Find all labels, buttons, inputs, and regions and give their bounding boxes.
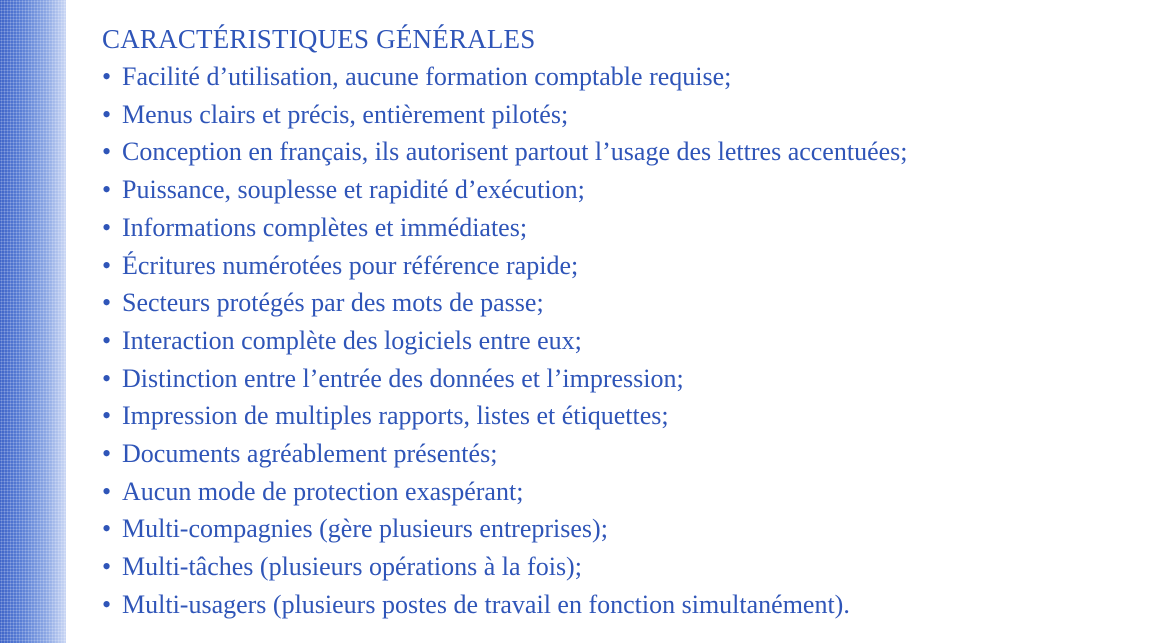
bullet-icon: • [102, 514, 112, 544]
list-item [102, 322, 1152, 360]
list-item [102, 360, 1152, 398]
list-item-text: Multi-usagers (plusieurs postes de travail en fonction simultanément). [122, 589, 850, 619]
bullet-icon: • [102, 325, 112, 355]
section-heading: CARACTÉRISTIQUES GÉNÉRALES [102, 24, 536, 54]
decorative-side-band [0, 0, 66, 643]
bullet-icon: • [102, 62, 112, 91]
list-item-text: Documents agréablement présentés; [122, 439, 498, 469]
list-item [102, 133, 1152, 171]
bullet-icon: • [102, 401, 112, 431]
list-item-text: Distinction entre l’entrée des données et l’impression; [122, 363, 684, 393]
list-item [102, 510, 1152, 548]
features-list [102, 58, 1152, 624]
bullet-icon: • [102, 99, 112, 129]
list-item [102, 96, 1152, 134]
bullet-icon: • [102, 250, 112, 280]
bullet-icon: • [102, 212, 112, 242]
features-section [102, 20, 1152, 624]
list-item-text: Menus clairs et précis, entièrement pilotés; [122, 99, 569, 129]
bullet-icon: • [102, 552, 112, 582]
list-item [102, 586, 1152, 624]
list-item-text: Interaction complète des logiciels entre eux; [122, 325, 582, 355]
list-item [102, 58, 1152, 96]
list-item-text: Informations complètes et immédiates; [122, 212, 528, 242]
list-item [102, 171, 1152, 209]
list-item-text: Écritures numérotées pour référence rapide; [122, 250, 579, 280]
list-item [102, 247, 1152, 285]
list-item [102, 473, 1152, 511]
bullet-icon: • [102, 137, 112, 167]
list-item-text: Puissance, souplesse et rapidité d’exécution; [122, 175, 585, 205]
bullet-icon: • [102, 175, 112, 205]
list-item-text: Multi-tâches (plusieurs opérations à la fois); [122, 552, 582, 582]
bullet-icon: • [102, 589, 112, 619]
list-item [102, 284, 1152, 322]
list-item-text: Conception en français, ils autorisent partout l’usage des lettres accentuées; [122, 137, 908, 167]
list-item-text: Aucun mode de protection exaspérant; [122, 476, 524, 506]
bullet-icon: • [102, 476, 112, 506]
bullet-icon: • [102, 288, 112, 318]
list-item-text: Multi-compagnies (gère plusieurs entreprises); [122, 514, 608, 544]
list-item-text: Facilité d’utilisation, aucune formation comptable requise; [122, 62, 732, 91]
bullet-icon: • [102, 439, 112, 469]
bullet-icon: • [102, 363, 112, 393]
list-item-text: Secteurs protégés par des mots de passe; [122, 288, 544, 318]
list-item [102, 435, 1152, 473]
list-item [102, 548, 1152, 586]
list-item-text: Impression de multiples rapports, listes et étiquettes; [122, 401, 669, 431]
list-item [102, 209, 1152, 247]
list-item [102, 397, 1152, 435]
